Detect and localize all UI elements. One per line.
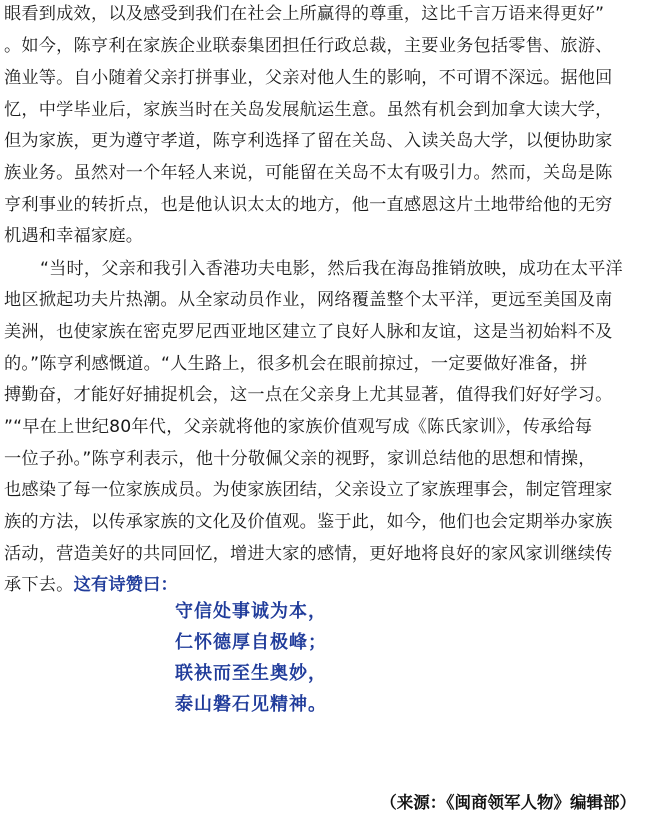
poem-line: 守信处事诚为本， [175, 601, 327, 622]
paragraph-line: ”“早在上世纪80年代，父亲就将他的家族价值观写成《陈氏家训》，传承给每 [4, 417, 593, 437]
poem-intro: 这有诗赞曰： [73, 575, 178, 595]
paragraph-line: 活动，营造美好的共同回忆，增进大家的感情，更好地将良好的家风家训继续传 [4, 544, 613, 564]
paragraph-line: 一位子孙。”陈亨利表示，他十分敬佩父亲的视野，家训总结他的思想和情操， [4, 449, 596, 469]
paragraph-line: 美洲，也使家族在密克罗尼西亚地区建立了良好人脉和友谊，这是当初始料不及 [4, 322, 613, 342]
paragraph-line: 族业务。虽然对一个年轻人来说，可能留在关岛不太有吸引力。然而，关岛是陈 [4, 163, 613, 183]
paragraph-line: 的。”陈亨利感慨道。“人生路上，很多机会在眼前掠过，一定要做好准备，拼 [4, 354, 588, 374]
paragraph-line-text: 承下去。 [4, 575, 74, 595]
paragraph-line: 但为家族，更为遵守孝道，陈亨利选择了留在关岛、入读关岛大学，以便协助家 [4, 131, 613, 151]
paragraph-line: 族的方法，以传承家族的文化及价值观。鉴于此，如今，他们也会定期举办家族 [4, 512, 613, 532]
paragraph-line: “当时，父亲和我引入香港功夫电影，然后我在海岛推销放映，成功在太平洋 [40, 259, 623, 279]
paragraph-line: 地区掀起功夫片热潮。从全家动员作业，网络覆盖整个太平洋，更远至美国及南 [4, 290, 613, 310]
paragraph-line: 。如今，陈亨利在家族企业联泰集团担任行政总裁，主要业务包括零售、旅游、 [4, 36, 613, 56]
poem-line: 联袂而至生奥妙， [175, 663, 327, 684]
poem-line: 泰山磐石见精神。 [175, 694, 327, 715]
paragraph-last-line [4, 571, 640, 599]
paragraph-line: 渔业等。自小随着父亲打拼事业，父亲对他人生的影响，不可谓不深远。据他回 [4, 68, 613, 88]
paragraph-line: 亨利事业的转折点，也是他认识太太的地方，他一直感恩这片土地带给他的无穷 [4, 195, 613, 215]
paragraph-line: 也感染了每一位家族成员。为使家族团结，父亲设立了家族理事会，制定管理家 [4, 480, 613, 500]
poem-line: 仁怀德厚自极峰； [175, 632, 327, 653]
paragraph-line: 机遇和幸福家庭。 [4, 226, 144, 246]
source-credit: （来源：《闽商领军人物》编辑部） [380, 793, 636, 812]
paragraph-line: 忆，中学毕业后，家族当时在关岛发展航运生意。虽然有机会到加拿大读大学， [4, 100, 613, 120]
poem [175, 596, 327, 720]
paragraph-line: 搏勤奋，才能好好捕捉机会，这一点在父亲身上尤其显著，值得我们好好学习。 [4, 385, 613, 405]
paragraph-line: 眼看到成效，以及感受到我们在社会上所赢得的尊重，这比千言万语来得更好” [4, 4, 605, 24]
